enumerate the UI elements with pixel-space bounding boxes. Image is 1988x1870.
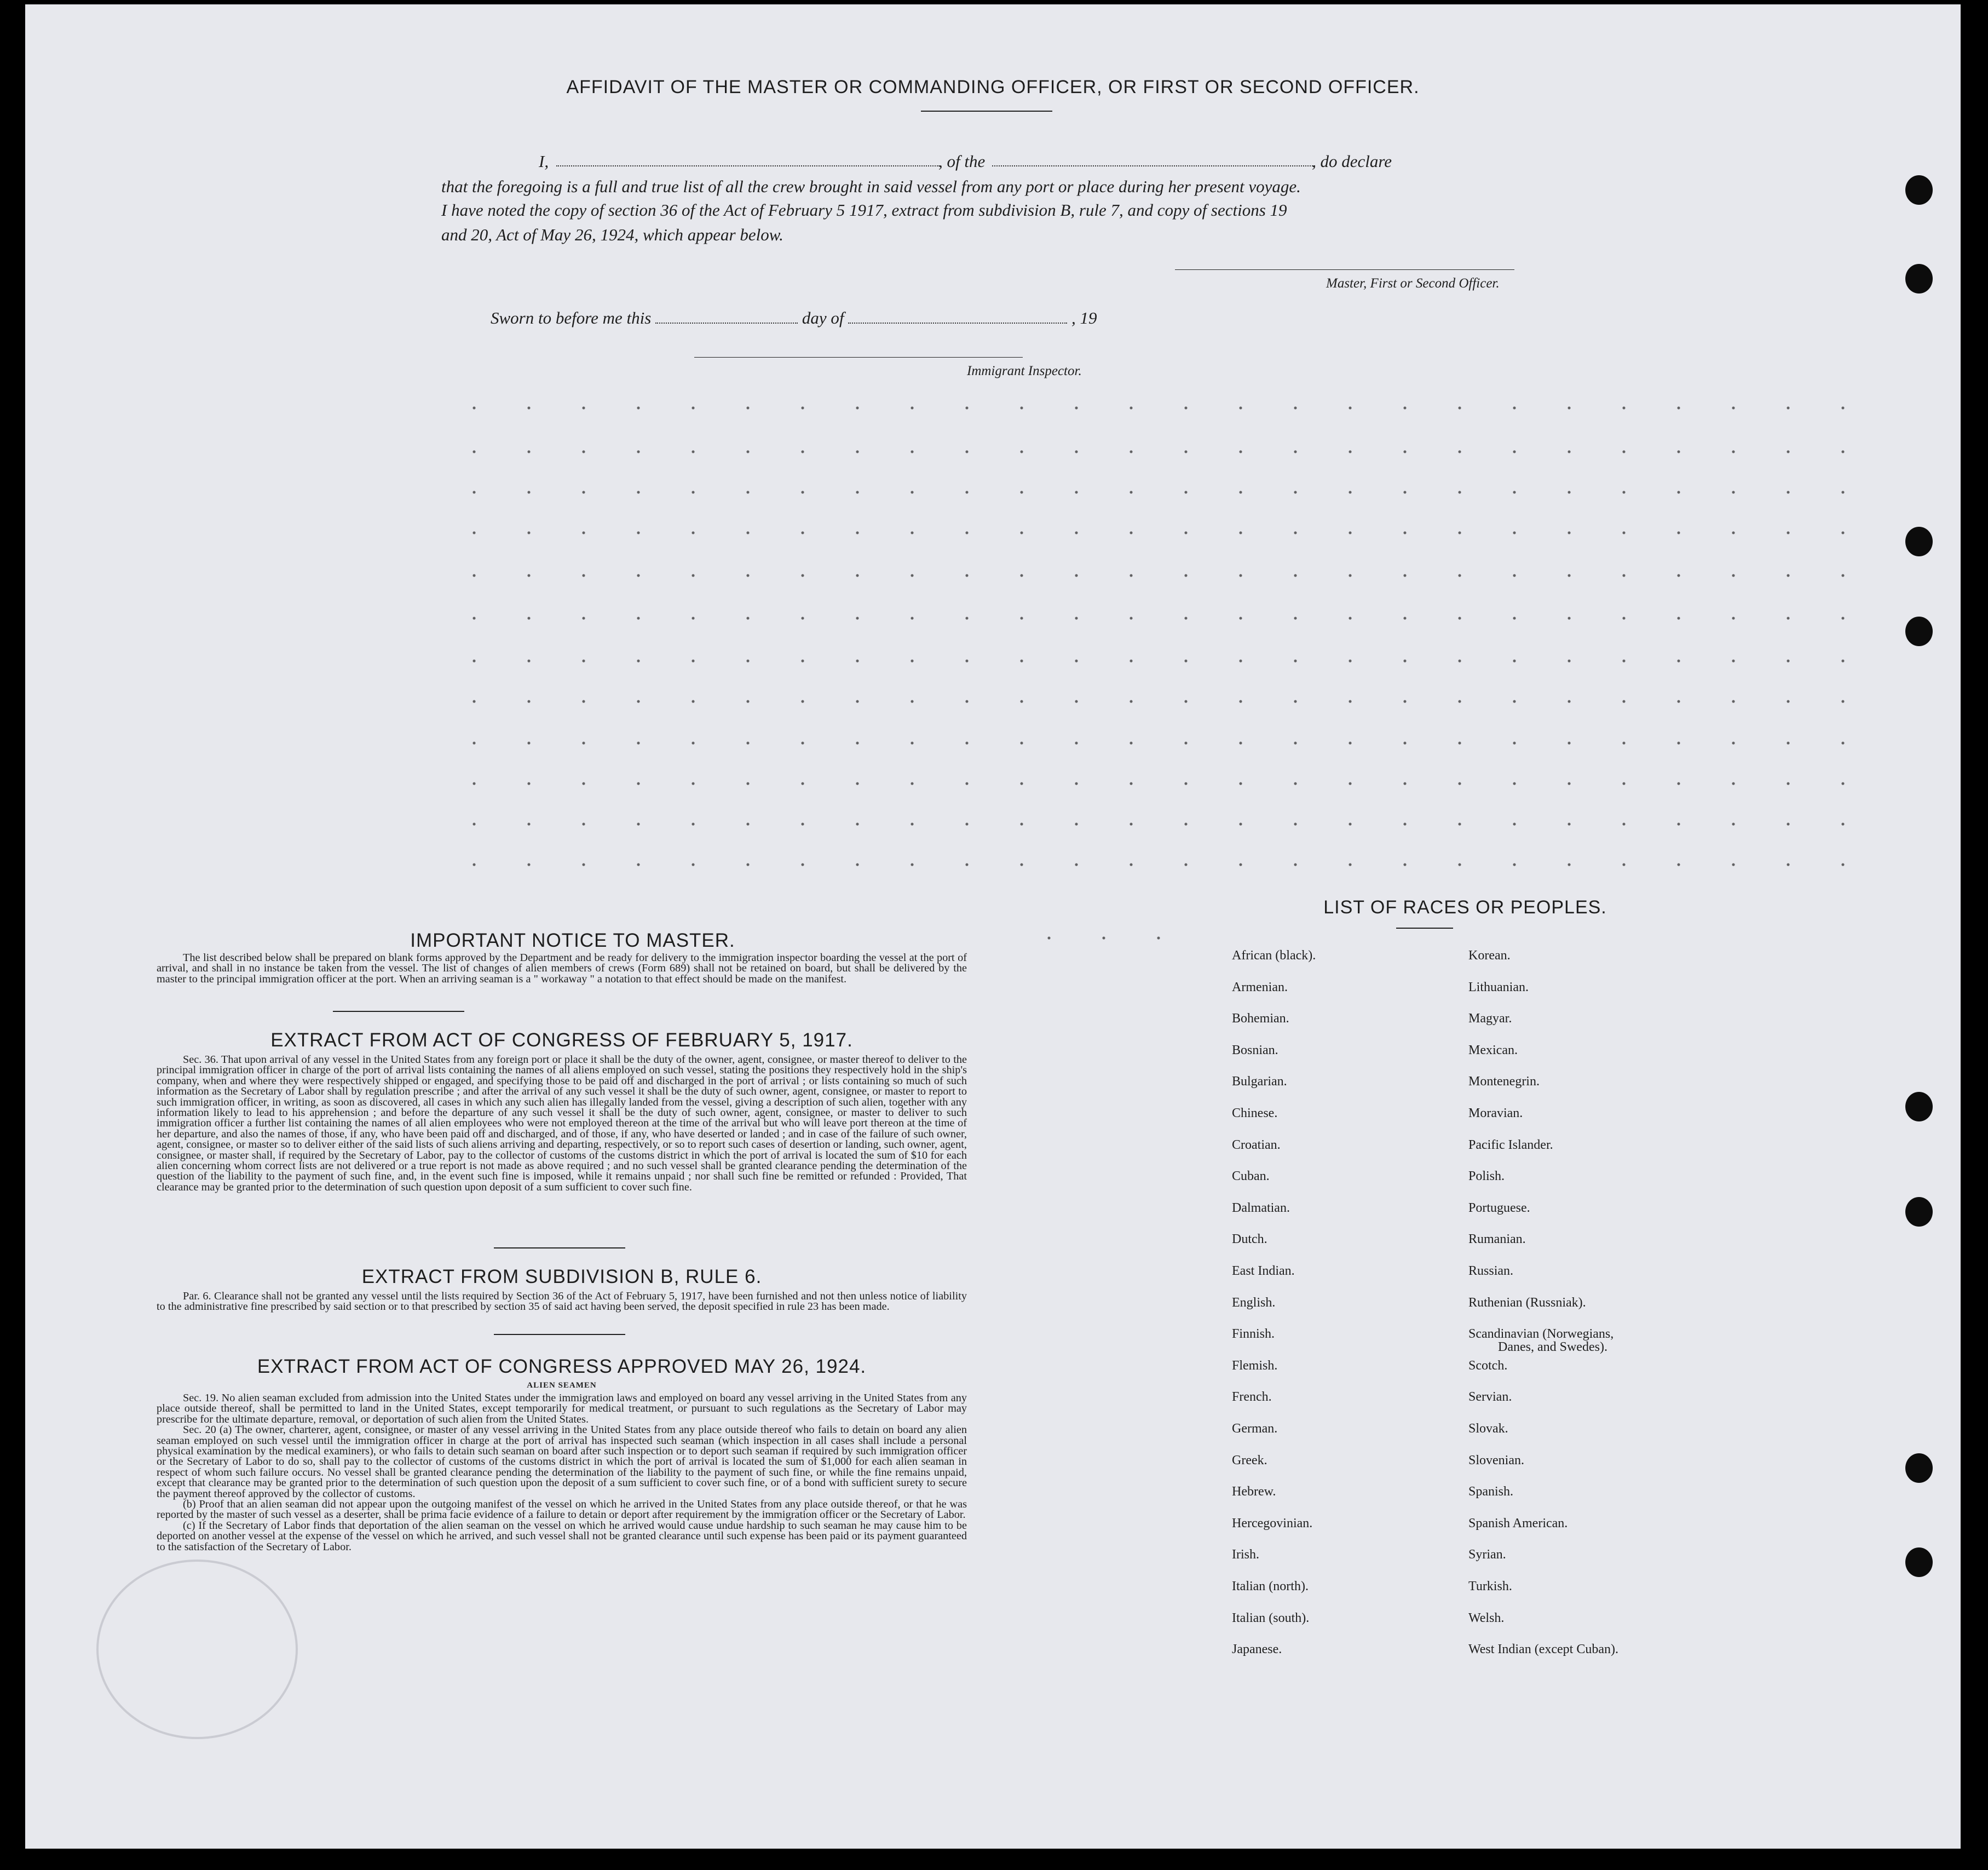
- sworn-label: Sworn to before me this: [491, 308, 652, 327]
- punch-hole: [1905, 617, 1933, 646]
- race-item: Korean.: [1468, 948, 1511, 963]
- race-item: Greek.: [1232, 1453, 1267, 1468]
- bleed-through-row: [447, 700, 1873, 703]
- race-item: Croatian.: [1232, 1137, 1281, 1152]
- race-item: Hebrew.: [1232, 1485, 1276, 1499]
- race-item: Armenian.: [1232, 980, 1288, 994]
- punch-hole: [1905, 1453, 1933, 1483]
- section-divider: [494, 1334, 625, 1335]
- bleed-through-row: [1022, 936, 1183, 940]
- notice-text: The list described below shall be prepared on blank forms approved by the Department and be ready for delivery to the immigration inspector boarding the vessel at the port of arrival, and shall in no instance be taken from the vessel. The list of changes of alien members of crews (Form 689) shall not be retained on board, but shall be delivered by the master to the principal immigration officer at the port. When an arriving seaman is a " workaway " a notation to that effect should be made on the manifest.: [157, 952, 967, 985]
- race-item: Bulgarian.: [1232, 1074, 1287, 1089]
- declarant-name-field[interactable]: [556, 165, 940, 166]
- race-item: Spanish American.: [1468, 1516, 1568, 1530]
- race-item: Slovenian.: [1468, 1453, 1524, 1468]
- punch-hole: [1905, 1092, 1933, 1121]
- race-item: Danes, and Swedes).: [1498, 1340, 1607, 1355]
- declare-label: , do declare: [1312, 152, 1392, 171]
- title-underline: [921, 111, 1052, 112]
- bleed-through-row: [447, 822, 1873, 826]
- race-item: Lithuanian.: [1468, 980, 1529, 994]
- race-item: Portuguese.: [1468, 1200, 1530, 1215]
- bleed-through-row: [447, 406, 1873, 410]
- section-divider: [494, 1247, 625, 1248]
- race-item: German.: [1232, 1422, 1278, 1436]
- race-item: East Indian.: [1232, 1264, 1295, 1278]
- sec-20c-text: (c) If the Secretary of Labor finds that deportation of the alien seaman on the vessel on which he arrived would cause undue hardship to such seaman he may cause him to be deported on another vessel at the expense of the vessel on which he arrived, and such vessel shall not be granted clearance until such expense has been paid or its payment guaranteed to the satisfaction of the Secretary of Labor.: [157, 1519, 967, 1553]
- race-item: Cuban.: [1232, 1169, 1270, 1184]
- race-item: French.: [1232, 1390, 1272, 1405]
- sec-20b-text: (b) Proof that an alien seaman did not appear upon the outgoing manifest of the vessel on which he arrived in the United States from any place outside thereof, or that he was reported by the master of such vessel as a deserter, shall be prima facie evidence of a failure to detain or deport after requirement by the immigration officer or the Secretary of Labor.: [157, 1498, 967, 1521]
- sec-19-text: Sec. 19. No alien seaman excluded from admission into the United States under the immigration laws and employed on board any vessel arriving in the United States from any place outside thereof, shall be permitted to land in the United States, except temporarily for medical treatment, or pursuant to such regulations as the Secretary of Labor may prescribe for the ultimate departure, removal, or deportation of such alien from the United States.: [157, 1392, 967, 1425]
- of-the-label: , of the: [938, 152, 986, 171]
- section-36-text: Sec. 36. That upon arrival of any vessel in the United States from any foreign port or place it shall be the duty of the owner, agent, consignee, or master thereof to deliver to the principal immigration officer in charge of the port of arrival lists containing the names of all aliens employed on such vessel, stating the positions they respectively hold in the ship's company, when and where they were respectively shipped or engaged, and specifying those to be paid off and discharged in the port of arrival ; or lists containing so much of such information as the Secretary of Labor shall by regulation prescribe ; and after the arrival of any such vessel it shall be the duty of such owner, agent, consignee, or master to report to such immigration officer, in writing, as soon as discovered, all cases in which any such alien has illegally landed from the vessel, giving a description of such alien, together with any information likely to lead to his apprehension ; and before the departure of any such vessel it shall be the duty of such owner, agent, consignee, or master to deliver to such immigration officer a further list containing the names of all alien employees who were not employed thereon at the time of the arrival but who will leave port thereon at the time of her departure, and also the names of those, if any, who have been paid off and discharged, and of those, if any, who have deserted or landed ; and in case of the failure of such owner, agent, consignee, or master so to deliver either of the said lists of such aliens arriving and departing, respectively, or so to report such cases of desertion or landing, such owner, agent, consignee, or master shall, if required by the Secretary of Labor, pay to the collector of customs of the customs district in which the port of arrival is located the sum of $10 for each alien concerning whom correct lists are not delivered or a true report is not made as above required ; and no such vessel shall be granted clearance pending the determination of the question of the liability to the payment of such fine, and, in the event such fine is imposed, while it remains unpaid ; nor shall such fine be remitted or refunded : Provided, That clearance may be granted prior to the determination of such question upon deposit of a sum sufficient to cover such fine.: [157, 1054, 967, 1193]
- extract-1917-title: EXTRACT FROM ACT OF CONGRESS OF FEBRUARY 5, 1917.: [270, 1029, 853, 1051]
- declarant-prefix: I,: [539, 152, 549, 171]
- race-item: Dalmatian.: [1232, 1200, 1290, 1215]
- bleed-through-row: [447, 863, 1873, 866]
- inspector-signature-line[interactable]: [694, 357, 1023, 358]
- race-item: Spanish.: [1468, 1485, 1514, 1499]
- sec-20a-text: Sec. 20 (a) The owner, charterer, agent, consignee, or master of any vessel arriving in the United States from any place outside thereof who fails to detain on board any alien seaman employed on such vessel until the immigration officer in charge at the port of arrival has inspected such seaman (which inspection in all cases shall include a personal physical examination by the medical examiners), or who fails to detain such seaman on board after such inspection or to deport such seaman if required by such immigration officer or the Secretary of Labor to do so, shall pay to the collector of customs of the customs district in which the port of arrival is located the sum of $1,000 for each alien seaman in respect of whom such failure occurs. No vessel shall be granted clearance pending the determination of the liability to the payment of such fine, or while the fine remains unpaid, except that clearance may be granted prior to the determination of such question upon the deposit of a sum sufficient to cover such fine, or of a bond with sufficient surety to secure the payment thereof approved by the collector of customs.: [157, 1424, 967, 1500]
- race-item: Slovak.: [1468, 1422, 1508, 1436]
- punch-hole: [1905, 1547, 1933, 1577]
- master-signature-label: Master, First or Second Officer.: [1326, 276, 1500, 291]
- punch-hole: [1905, 175, 1933, 205]
- document-page: [25, 4, 1961, 1849]
- subdivision-title: EXTRACT FROM SUBDIVISION B, RULE 6.: [361, 1266, 762, 1287]
- race-item: Scandinavian (Norwegians,: [1468, 1327, 1614, 1342]
- sworn-line: [491, 306, 1148, 330]
- punch-hole: [1905, 1197, 1933, 1227]
- race-item: Italian (south).: [1232, 1610, 1310, 1625]
- races-title: LIST OF RACES OR PEOPLES.: [1323, 897, 1607, 918]
- race-item: Magyar.: [1468, 1011, 1512, 1026]
- race-item: Turkish.: [1468, 1579, 1512, 1593]
- race-item: Syrian.: [1468, 1547, 1506, 1562]
- race-item: Scotch.: [1468, 1358, 1508, 1373]
- race-item: Flemish.: [1232, 1358, 1278, 1373]
- declaration-line-4: and 20, Act of May 26, 1924, which appear below.: [441, 225, 783, 244]
- races-underline: [1396, 928, 1453, 929]
- race-item: Pacific Islander.: [1468, 1137, 1553, 1152]
- race-item: Montenegrin.: [1468, 1074, 1540, 1089]
- race-item: Japanese.: [1232, 1642, 1282, 1657]
- alien-seamen-subtitle: ALIEN SEAMEN: [527, 1381, 597, 1390]
- race-item: African (black).: [1232, 948, 1316, 963]
- race-item: Russian.: [1468, 1264, 1514, 1278]
- bleed-through-row: [447, 659, 1873, 663]
- punch-hole: [1905, 527, 1933, 556]
- race-item: Ruthenian (Russniak).: [1468, 1295, 1586, 1310]
- race-item: Hercegovinian.: [1232, 1516, 1313, 1530]
- master-signature-line[interactable]: [1175, 269, 1514, 270]
- inspector-signature-label: Immigrant Inspector.: [967, 364, 1082, 378]
- bleed-through-row: [447, 574, 1873, 577]
- section-divider: [333, 1011, 464, 1012]
- extract-1924-body: [157, 1393, 967, 1552]
- year-prefix: , 19: [1071, 308, 1097, 327]
- bleed-through-row: [447, 491, 1873, 494]
- extract-1917-body: [157, 1055, 967, 1193]
- race-item: Servian.: [1468, 1390, 1512, 1405]
- bleed-through-row: [447, 741, 1873, 745]
- affidavit-title: AFFIDAVIT OF THE MASTER OR COMMANDING OFFICER, OR FIRST OR SECOND OFFICER.: [566, 77, 1420, 97]
- par-6-text: Par. 6. Clearance shall not be granted any vessel until the lists required by Section 36 of the Act of February 5, 1917, have been furnished and not then unless notice of liability to the administrative fine prescribed by said section or to that prescribed by section 35 of said act having been served, the deposit specified in rule 23 has been made.: [157, 1290, 967, 1313]
- faint-seal-stamp: [96, 1560, 298, 1739]
- race-item: Mexican.: [1468, 1043, 1518, 1057]
- notice-body: [157, 953, 967, 985]
- bleed-through-row: [447, 531, 1873, 534]
- race-item: Moravian.: [1468, 1106, 1523, 1120]
- extract-1924-title: EXTRACT FROM ACT OF CONGRESS APPROVED MAY 26, 1924.: [257, 1356, 867, 1377]
- notice-title: IMPORTANT NOTICE TO MASTER.: [410, 930, 735, 951]
- race-item: Irish.: [1232, 1547, 1259, 1562]
- punch-hole: [1905, 264, 1933, 294]
- vessel-name-field[interactable]: [992, 165, 1315, 166]
- race-item: West Indian (except Cuban).: [1468, 1642, 1618, 1657]
- race-item: English.: [1232, 1295, 1276, 1310]
- sworn-month-field[interactable]: [848, 323, 1067, 324]
- bleed-through-row: [447, 617, 1873, 620]
- race-item: Finnish.: [1232, 1327, 1275, 1342]
- subdivision-body: [157, 1291, 967, 1313]
- race-item: Bohemian.: [1232, 1011, 1289, 1026]
- declaration-line-3: I have noted the copy of section 36 of the Act of February 5 1917, extract from subdivision B, rule 7, and copy of sections 19: [441, 200, 1287, 220]
- race-item: Italian (north).: [1232, 1579, 1309, 1593]
- bleed-through-row: [447, 450, 1873, 453]
- day-of-label: day of: [802, 308, 844, 327]
- race-item: Chinese.: [1232, 1106, 1278, 1120]
- sworn-day-field[interactable]: [655, 323, 798, 324]
- race-item: Polish.: [1468, 1169, 1505, 1184]
- bleed-through-row: [447, 782, 1873, 785]
- race-item: Welsh.: [1468, 1610, 1505, 1625]
- declaration-line-2: that the foregoing is a full and true list of all the crew brought in said vessel from any port or place during her present voyage.: [441, 177, 1301, 196]
- race-item: Dutch.: [1232, 1232, 1267, 1247]
- race-item: Rumanian.: [1468, 1232, 1526, 1247]
- race-item: Bosnian.: [1232, 1043, 1278, 1057]
